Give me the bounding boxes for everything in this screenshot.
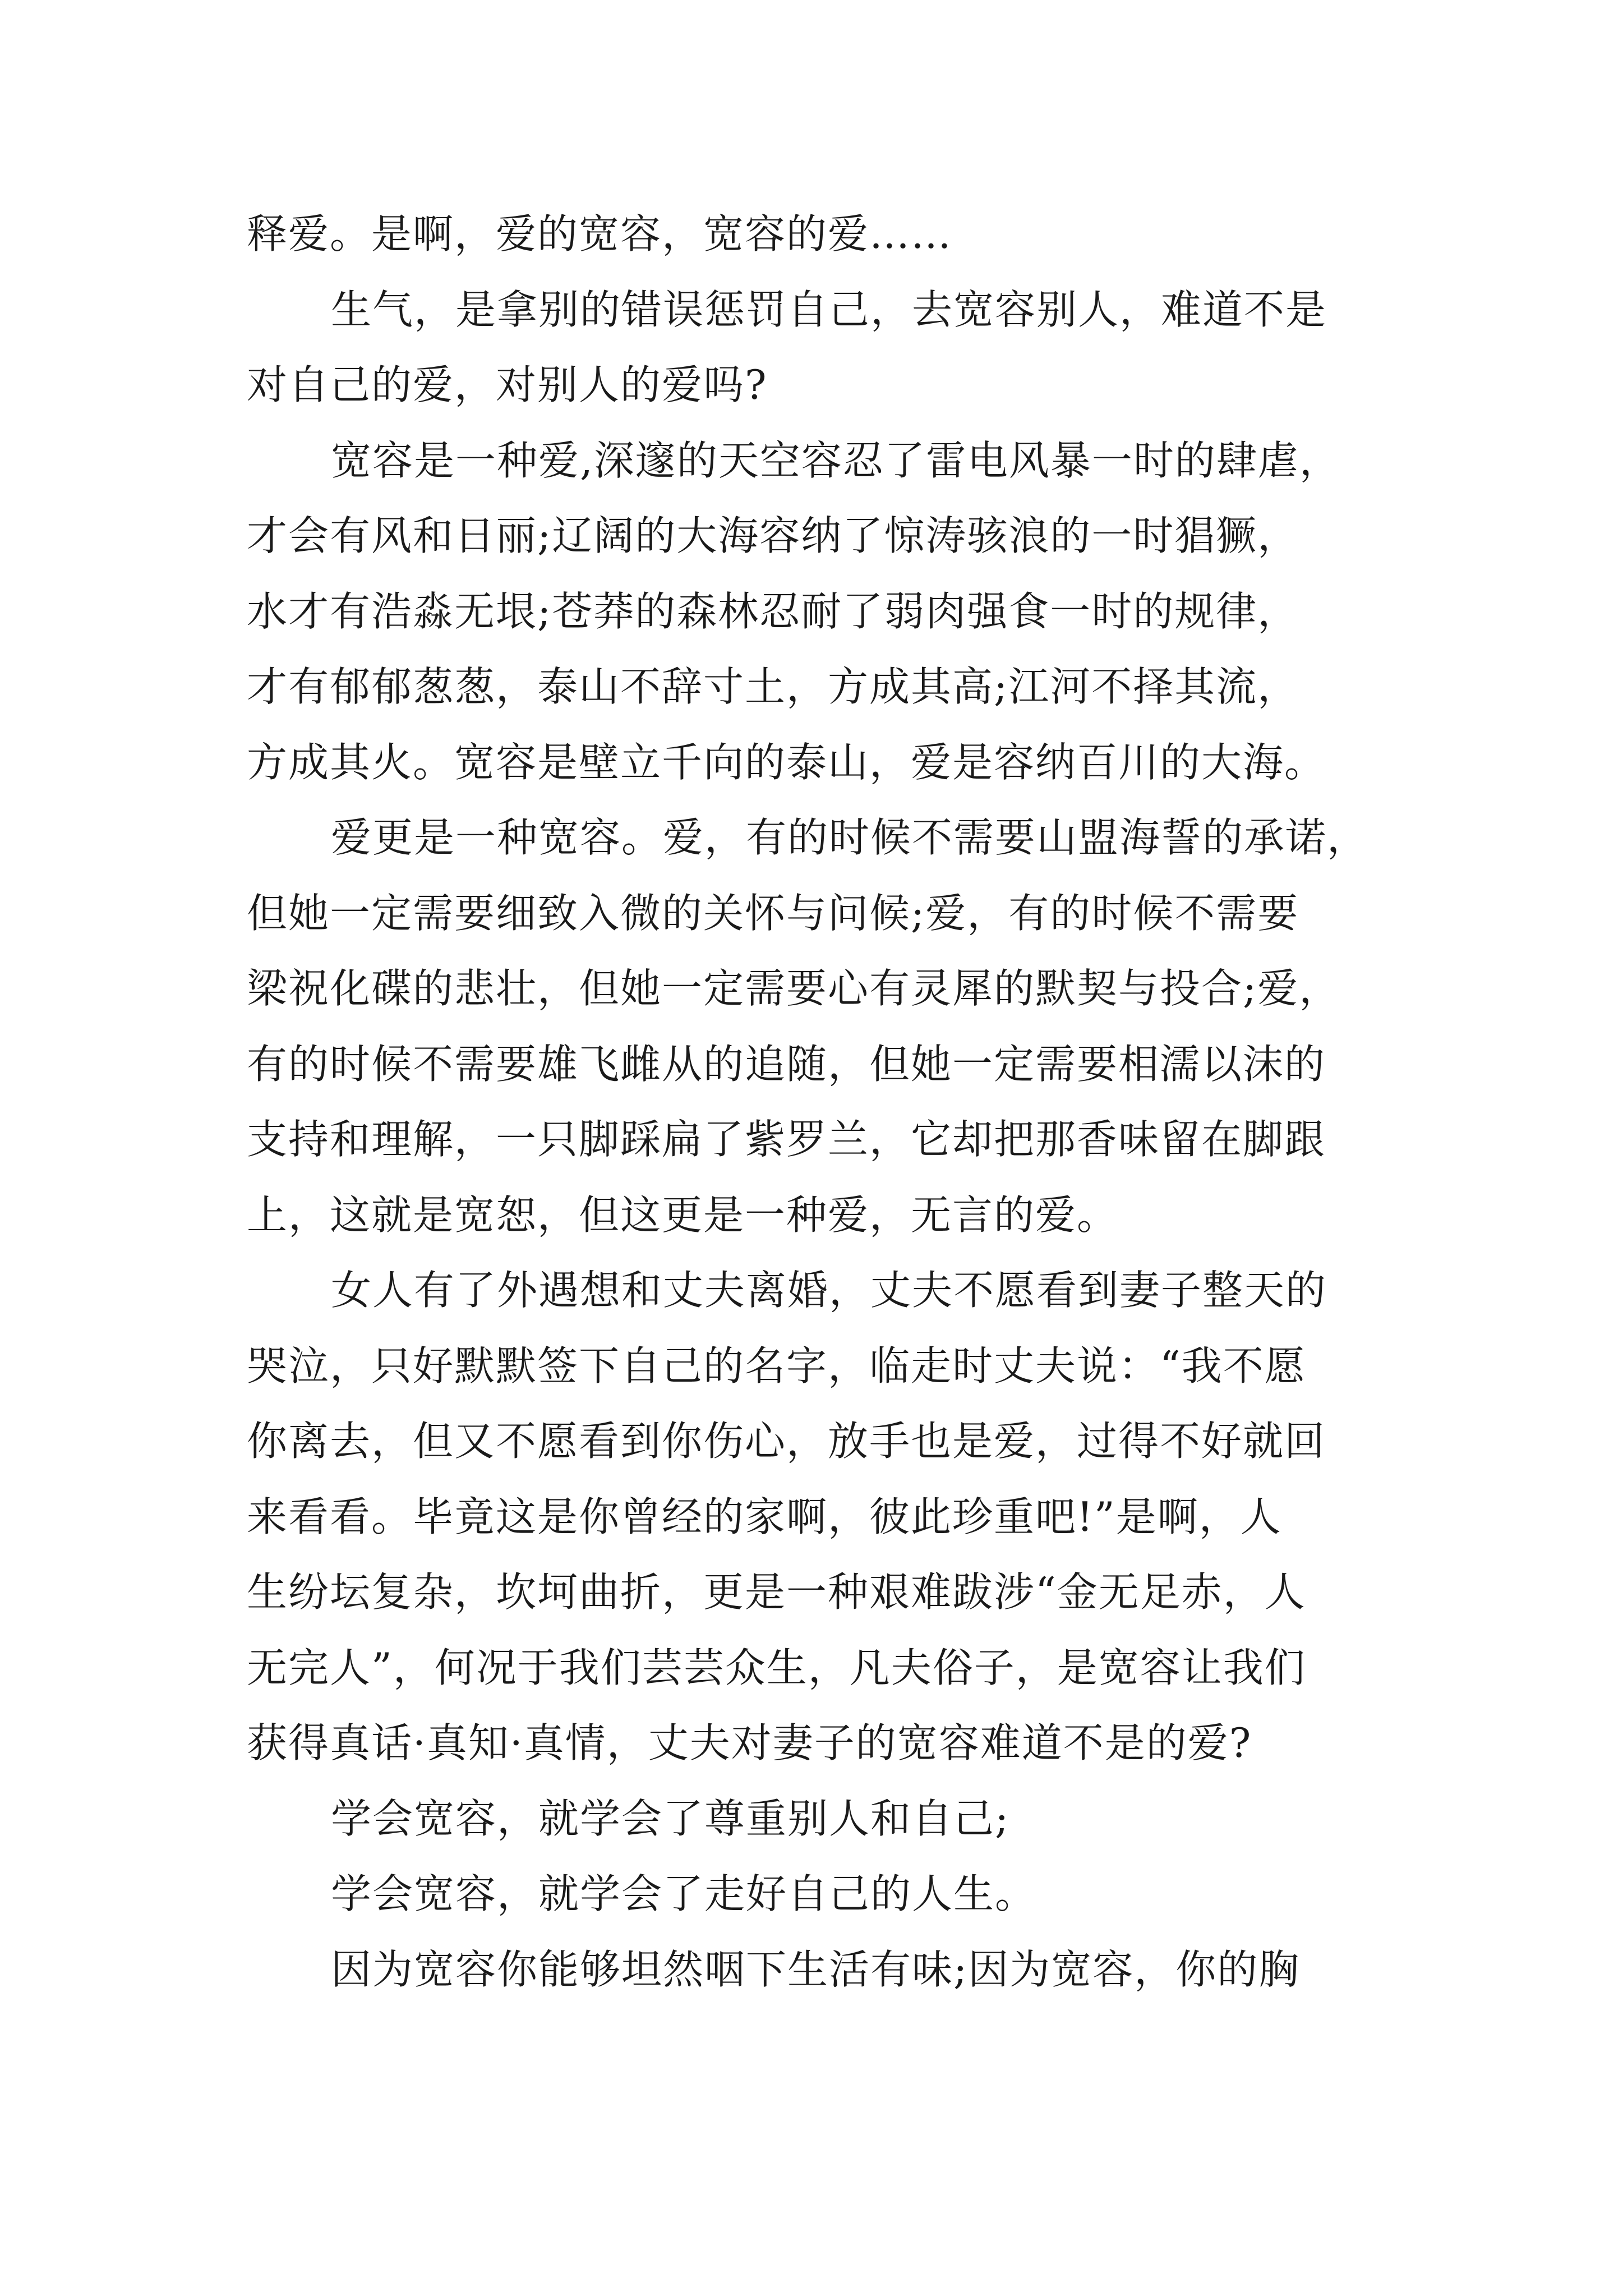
text-line-10: 但她一定需要细致入微的关怀与问候;爱，有的时候不需要 <box>247 889 1299 937</box>
text-line-5: 才会有风和日丽;辽阔的大海容纳了惊涛骇浪的一时猖獗， <box>247 512 1299 559</box>
text-line-18: 来看看。毕竟这是你曾经的家啊，彼此珍重吧!”是啊，人 <box>247 1493 1282 1540</box>
text-line-4: 宽容是一种爱,深邃的天空容忍了雷电风暴一时的肆虐， <box>331 436 1341 484</box>
text-line-24: 因为宽容你能够坦然咽下生活有味;因为宽容，你的胸 <box>331 1945 1301 1993</box>
text-line-23: 学会宽容，就学会了走好自己的人生。 <box>331 1870 1037 1917</box>
text-line-21: 获得真话·真知·真情，丈夫对妻子的宽容难道不是的爱? <box>247 1719 1252 1766</box>
text-line-16: 哭泣，只好默默签下自己的名字，临走时丈夫说：“我不愿 <box>247 1342 1306 1389</box>
text-line-1: 释爱。是啊，爱的宽容，宽容的爱…… <box>247 210 953 257</box>
text-line-7: 才有郁郁葱葱，泰山不辞寸土，方成其高;江河不择其流， <box>247 663 1299 710</box>
text-line-20: 无完人”，何况于我们芸芸众生，凡夫俗子，是宽容让我们 <box>247 1644 1306 1691</box>
text-line-2: 生气，是拿别的错误惩罚自己，去宽容别人，难道不是 <box>331 286 1327 333</box>
text-line-9: 爱更是一种宽容。爱，有的时候不需要山盟海誓的承诺， <box>331 814 1369 861</box>
text-line-14: 上，这就是宽恕，但这更是一种爱，无言的爱。 <box>247 1191 1119 1239</box>
text-line-6: 水才有浩淼无垠;苍莽的森林忍耐了弱肉强食一时的规律， <box>247 587 1299 635</box>
text-line-12: 有的时候不需要雄飞雌从的追随，但她一定需要相濡以沫的 <box>247 1040 1326 1088</box>
text-line-8: 方成其火。宽容是壁立千向的泰山，爱是容纳百川的大海。 <box>247 738 1326 786</box>
text-line-3: 对自己的爱，对别人的爱吗? <box>247 361 768 408</box>
text-line-22: 学会宽容，就学会了尊重别人和自己; <box>331 1795 1010 1842</box>
text-line-13: 支持和理解，一只脚踩扁了紫罗兰，它却把那香味留在脚跟 <box>247 1116 1326 1163</box>
body-text <box>247 196 1402 2007</box>
text-line-15: 女人有了外遇想和丈夫离婚，丈夫不愿看到妻子整天的 <box>331 1267 1327 1314</box>
text-line-19: 生纷坛复杂，坎坷曲折，更是一种艰难跋涉“金无足赤，人 <box>247 1568 1306 1616</box>
text-line-17: 你离去，但又不愿看到你伤心，放手也是爱，过得不好就回 <box>247 1418 1326 1465</box>
text-line-11: 梁祝化碟的悲壮，但她一定需要心有灵犀的默契与投合;爱， <box>247 965 1341 1012</box>
